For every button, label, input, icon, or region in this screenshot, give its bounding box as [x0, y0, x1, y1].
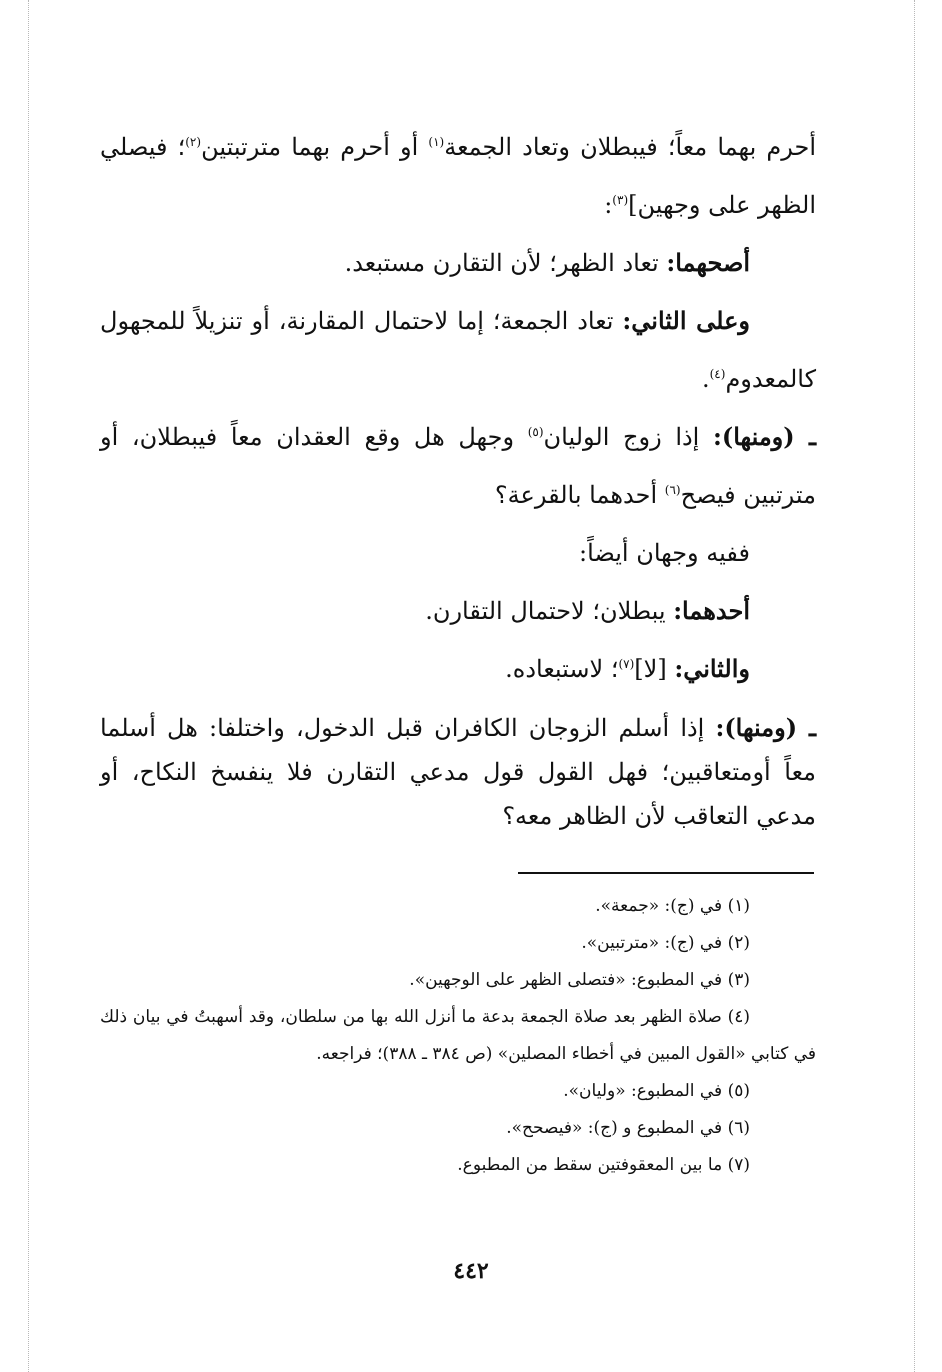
paragraph-8-text: إذا أسلم الزوجان الكافران قبل الدخول، واختلفا: هل أسلما معاً أومتعاقبين؛ فهل القول قول مدعي التقارن فلا ينفسخ النكاح، أو مدعي التعاقب لأن الظاهر معه؟ — [100, 714, 816, 830]
paragraph-5 — [100, 524, 816, 582]
footnote-ref-5: (٥) — [527, 425, 544, 439]
paragraph-7-text-a: [لا] — [634, 655, 675, 683]
footnote-ref-7: (٧) — [618, 657, 635, 671]
paragraph-3-label: وعلى الثاني: — [622, 306, 751, 335]
paragraph-3-text-b: . — [701, 365, 710, 393]
paragraph-2-text: تعاد الظهر؛ لأن التقارن مستبعد. — [344, 249, 667, 277]
footnote-1: (١) في (ج): «جمعة». — [595, 896, 750, 916]
paragraph-8 — [100, 706, 816, 838]
right-margin-dots — [914, 0, 915, 1372]
paragraph-1-text-d: : — [604, 191, 613, 219]
paragraph-4-text-a: إذا زوج الوليان — [543, 423, 713, 451]
paragraph-3 — [100, 292, 816, 408]
paragraph-6 — [100, 582, 816, 640]
page-number: ٤٤٢ — [453, 1258, 489, 1284]
paragraph-7-label: والثاني: — [674, 654, 750, 683]
footnote-ref-1: (١) — [428, 135, 445, 149]
main-text — [100, 118, 816, 838]
paragraph-1-text-b: أو أحرم بهما مترتبتين — [201, 133, 429, 161]
paragraph-7 — [100, 640, 816, 698]
paragraph-3-text-a: تعاد الجمعة؛ إما لاحتمال المقارنة، أو تنزيلاً للمجهول كالمعدوم — [100, 307, 816, 393]
paragraph-6-text: يبطلان؛ لاحتمال التقارن. — [425, 597, 674, 625]
paragraph-1-text-c: ؛ فيصلي الظهر على وجهين] — [100, 133, 816, 219]
footnote-ref-6: (٦) — [664, 483, 681, 497]
paragraph-4-text-c: أحدهما بالقرعة؟ — [494, 481, 665, 509]
footnote-ref-3: (٣) — [612, 193, 629, 207]
left-margin-dots — [28, 0, 29, 1372]
paragraph-4-label: ـ (ومنها): — [712, 422, 817, 451]
paragraph-2 — [100, 234, 816, 292]
paragraph-4 — [100, 408, 816, 524]
footnote-2: (٢) في (ج): «مترتبين». — [581, 933, 750, 953]
footnote-3: (٣) في المطبوع: «فتصلى الظهر على الوجهين». — [409, 970, 750, 990]
paragraph-7-text-b: ؛ لاستبعاده. — [505, 655, 619, 683]
paragraph-4-text-b: وجهل هل وقع العقدان معاً فيبطلان، أو مترتبين فيصح — [100, 423, 816, 509]
footnote-ref-4: (٤) — [709, 367, 726, 381]
footnote-separator — [518, 872, 814, 874]
paragraph-8-label: ـ (ومنها): — [715, 713, 816, 742]
paragraph-5-text: ففيه وجهان أيضاً: — [579, 539, 750, 567]
paragraph-1 — [100, 118, 816, 234]
footnote-ref-2: (٢) — [185, 135, 202, 149]
footnote-4: (٤) صلاة الظهر بعد صلاة الجمعة بدعة ما أنزل الله بها من سلطان، وقد أسهبتُ في بيان ذلك في كتابي «القول المبين في أخطاء المصلين» (ص ٣٨٤ ـ ٣٨٨)؛ فراجعه. — [100, 1007, 816, 1064]
footnote-6: (٦) في المطبوع و (ج): «فيصحح». — [506, 1118, 750, 1138]
footnote-7: (٧) ما بين المعقوفتين سقط من المطبوع. — [457, 1155, 750, 1175]
footnotes — [100, 888, 816, 1184]
footnote-5: (٥) في المطبوع: «وليان». — [563, 1081, 750, 1101]
paragraph-6-label: أحدهما: — [673, 596, 750, 625]
paragraph-2-label: أصحهما: — [666, 248, 750, 277]
paragraph-1-text-a: أحرم بهما معاً؛ فيبطلان وتعاد الجمعة — [444, 133, 816, 161]
